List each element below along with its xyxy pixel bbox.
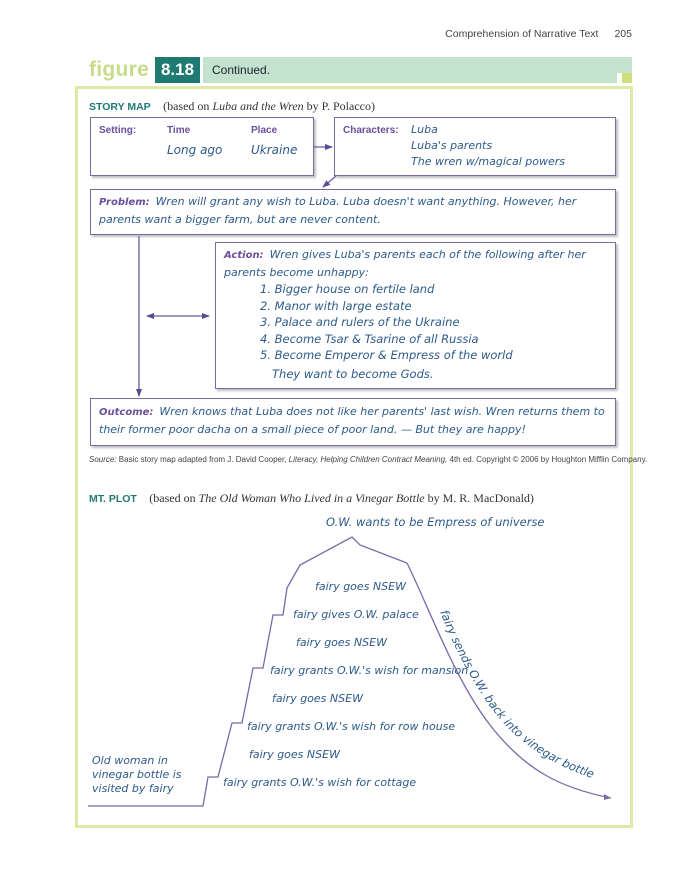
source-text2: 4th ed. Copyright © 2006 by Houghton Mifflin Company. — [447, 455, 648, 464]
subtitle-prefix: (based on — [149, 491, 199, 505]
page-number: 205 — [614, 28, 632, 40]
double-arrow-left-head — [146, 313, 154, 319]
place-label: Place — [251, 125, 278, 136]
story-map-title: STORY MAP — [89, 101, 151, 113]
subtitle-suffix: by P. Polacco) — [303, 99, 375, 113]
descent-label-text: fairy sends O.W. back into vinegar bottle — [437, 607, 597, 782]
character-item: Luba's parents — [411, 139, 493, 152]
setting-time: Long ago — [167, 143, 223, 157]
start-line: visited by fairy — [92, 782, 174, 795]
start-line: Old woman in — [92, 754, 168, 767]
figure-number: 8.18 — [155, 57, 200, 83]
outcome-text: Wren knows that Luba does not like her parents' last wish. Wren returns them to their former poor dacha on a small piece of poor land. — But they are happy! — [99, 405, 605, 436]
step-label: fairy goes NSEW — [315, 580, 406, 593]
setting-place: Ukraine — [251, 143, 298, 157]
start-line: vinegar bottle is — [92, 768, 182, 781]
subtitle-prefix: (based on — [163, 99, 213, 113]
descent-label — [437, 608, 596, 781]
outcome-label: Outcome: — [99, 407, 154, 418]
action-text: Wren gives Luba's parents each of the following after her parents become unhappy: — [224, 248, 586, 279]
step-label: fairy goes NSEW — [249, 748, 340, 761]
step-label: fairy gives O.W. palace — [293, 608, 419, 621]
step-label: fairy goes NSEW — [296, 636, 387, 649]
action-item: 1. Bigger house on fertile land — [260, 282, 435, 296]
source-text1: Basic story map adapted from J. David Cooper, — [116, 455, 289, 464]
action-item: 2. Manor with large estate — [260, 298, 412, 313]
action-closing: They want to become Gods. — [272, 366, 434, 381]
characters-label: Characters: — [343, 125, 399, 136]
subtitle-book: The Old Woman Who Lived in a Vinegar Bottle — [198, 491, 425, 505]
character-item: Luba — [411, 123, 438, 136]
step-label: fairy goes NSEW — [272, 692, 363, 705]
action-item: 3. Palace and rulers of the Ukraine — [260, 315, 460, 329]
peak-label: O.W. wants to be Empress of universe — [326, 515, 545, 529]
setting-label: Setting: — [99, 125, 137, 136]
action-item: 5. Become Emperor & Empress of the world — [260, 348, 513, 362]
time-label: Time — [167, 125, 191, 136]
mt-plot-title: MT. PLOT — [89, 493, 137, 505]
arrow-characters-to-problem — [323, 176, 336, 187]
action-label: Action: — [224, 250, 264, 261]
subtitle-suffix: by M. R. MacDonald) — [424, 491, 534, 505]
character-item: The wren w/magical powers — [411, 155, 565, 168]
descent-arrowhead — [604, 794, 611, 800]
source-label: Source: — [89, 455, 117, 464]
step-label: fairy grants O.W.'s wish for row house — [247, 720, 456, 733]
figure-caption: Continued. — [212, 63, 271, 77]
step-label: fairy grants O.W.'s wish for mansion — [270, 664, 469, 677]
subtitle-book: Luba and the Wren — [212, 99, 304, 113]
figure-word: figure — [89, 58, 150, 81]
step-label: fairy grants O.W.'s wish for cottage — [223, 776, 417, 789]
problem-text: Wren will grant any wish to Luba. Luba doesn't want anything. However, her parents want a bigger farm, but are never content. — [99, 195, 577, 226]
start-label — [92, 754, 182, 796]
running-head-title: Comprehension of Narrative Text — [445, 28, 599, 40]
source-book: Literacy, Helping Children Contract Meaning, — [288, 455, 448, 464]
action-item: 4. Become Tsar & Tsarine of all Russia — [260, 331, 479, 346]
problem-label: Problem: — [99, 197, 150, 208]
